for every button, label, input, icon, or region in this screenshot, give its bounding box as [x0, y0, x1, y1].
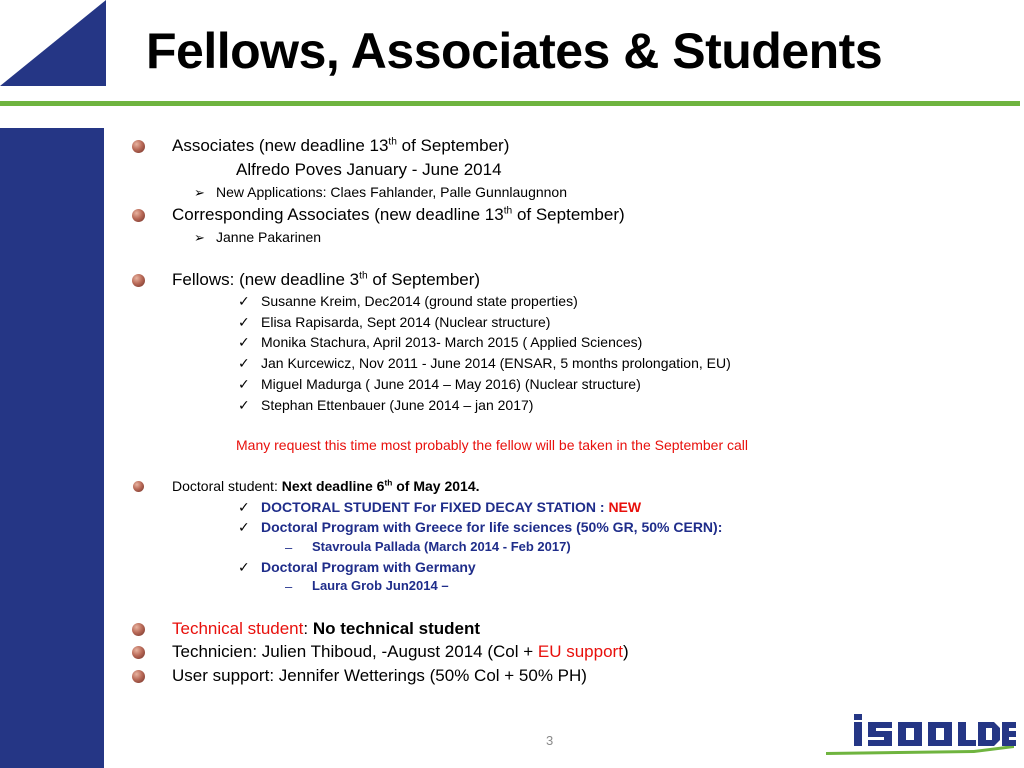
arrow-bullet-icon: ➢: [194, 230, 205, 245]
page-number: 3: [546, 733, 554, 748]
corresponding-heading: [172, 205, 625, 225]
bullet-icon: [133, 481, 144, 492]
bullet-icon: [132, 623, 145, 636]
arrow-bullet-icon: ➢: [194, 185, 205, 200]
doctoral-greece-program: Doctoral Program with Greece for life sciences (50% GR, 50% CERN):: [261, 519, 723, 535]
checkmark-icon: ✓: [238, 519, 250, 535]
checkmark-icon: ✓: [238, 314, 250, 330]
fellows-label: Fellows: (new deadline 3: [172, 270, 360, 289]
fellow-item: Stephan Ettenbauer (June 2014 – jan 2017): [261, 397, 534, 413]
dash-bullet-icon: –: [285, 579, 293, 594]
associates-heading: [172, 136, 509, 156]
corresponding-suffix: of September): [512, 205, 625, 224]
corresponding-member: Janne Pakarinen: [216, 229, 322, 245]
checkmark-icon: ✓: [238, 376, 250, 392]
associates-sup: th: [388, 136, 397, 148]
dash-bullet-icon: –: [285, 540, 293, 555]
fellows-suffix: of September): [367, 270, 481, 289]
bullet-icon: [132, 274, 145, 287]
associates-detail: Alfredo Poves January - June 2014: [236, 160, 502, 179]
doctoral-deadline-suffix: of May 2014.: [392, 478, 480, 494]
user-support-line: User support: Jennifer Wetterings (50% Col + 50% PH): [172, 666, 587, 685]
checkmark-icon: ✓: [238, 559, 250, 575]
doctoral-deadline-sup: th: [384, 477, 393, 488]
fellows-note: Many request this time most probably the fellow will be taken in the September call: [236, 437, 749, 453]
doctoral-fixed-station-label: DOCTORAL STUDENT For FIXED DECAY STATION :: [261, 499, 609, 515]
technical-student-colon: :: [303, 619, 313, 638]
checkmark-icon: ✓: [238, 355, 250, 371]
new-badge: NEW: [608, 499, 642, 515]
slide-title: Fellows, Associates & Students: [146, 23, 883, 79]
corresponding-sup: th: [503, 205, 513, 217]
fellow-item: Miguel Madurga ( June 2014 – May 2016) (Nuclear structure): [261, 376, 641, 392]
doctoral-deadline: [282, 478, 480, 494]
associates-new-applications: New Applications: Claes Fahlander, Palle Gunnlaugnnon: [216, 184, 568, 200]
doctoral-fixed-station: [261, 499, 641, 515]
bullet-icon: [132, 646, 145, 659]
eu-support-label: EU support: [537, 642, 623, 661]
doctoral-deadline-prefix: Next deadline 6: [281, 478, 385, 494]
doctoral-greece-student: Stavroula Pallada (March 2014 - Feb 2017): [312, 539, 571, 554]
fellow-item: Susanne Kreim, Dec2014 (ground state properties): [261, 293, 578, 309]
doctoral-heading: [172, 478, 480, 494]
associates-label: Associates (new deadline 13: [172, 136, 389, 155]
doctoral-germany-student: Laura Grob Jun2014 –: [312, 578, 449, 593]
bullet-icon: [132, 209, 145, 222]
technicien-suffix: ): [622, 642, 629, 661]
fellow-item: Elisa Rapisarda, Sept 2014 (Nuclear structure): [261, 314, 551, 330]
technical-student-label: Technical student: [172, 619, 304, 638]
fellows-sup: th: [359, 270, 368, 282]
corresponding-label: Corresponding Associates (new deadline 13: [172, 205, 504, 224]
isolde-logo: [824, 712, 1016, 758]
bullet-icon: [132, 140, 145, 153]
doctoral-label: Doctoral student:: [172, 478, 282, 494]
fellow-item: Jan Kurcewicz, Nov 2011 - June 2014 (ENSAR, 5 months prolongation, EU): [261, 355, 731, 371]
fellow-item: Monika Stachura, April 2013- March 2015 ( Applied Sciences): [261, 334, 643, 350]
technical-student-value: No technical student: [312, 619, 481, 638]
checkmark-icon: ✓: [238, 499, 250, 515]
fellows-heading: [172, 270, 480, 290]
bullet-icon: [132, 670, 145, 683]
checkmark-icon: ✓: [238, 334, 250, 350]
checkmark-icon: ✓: [238, 397, 250, 413]
associates-suffix: of September): [396, 136, 510, 155]
technicien-prefix: Technicien: Julien Thiboud, -August 2014 (Col +: [172, 642, 538, 661]
technical-student-line: [172, 619, 480, 639]
doctoral-germany-program: Doctoral Program with Germany: [261, 559, 476, 575]
checkmark-icon: ✓: [238, 293, 250, 309]
technicien-line: [172, 642, 629, 662]
